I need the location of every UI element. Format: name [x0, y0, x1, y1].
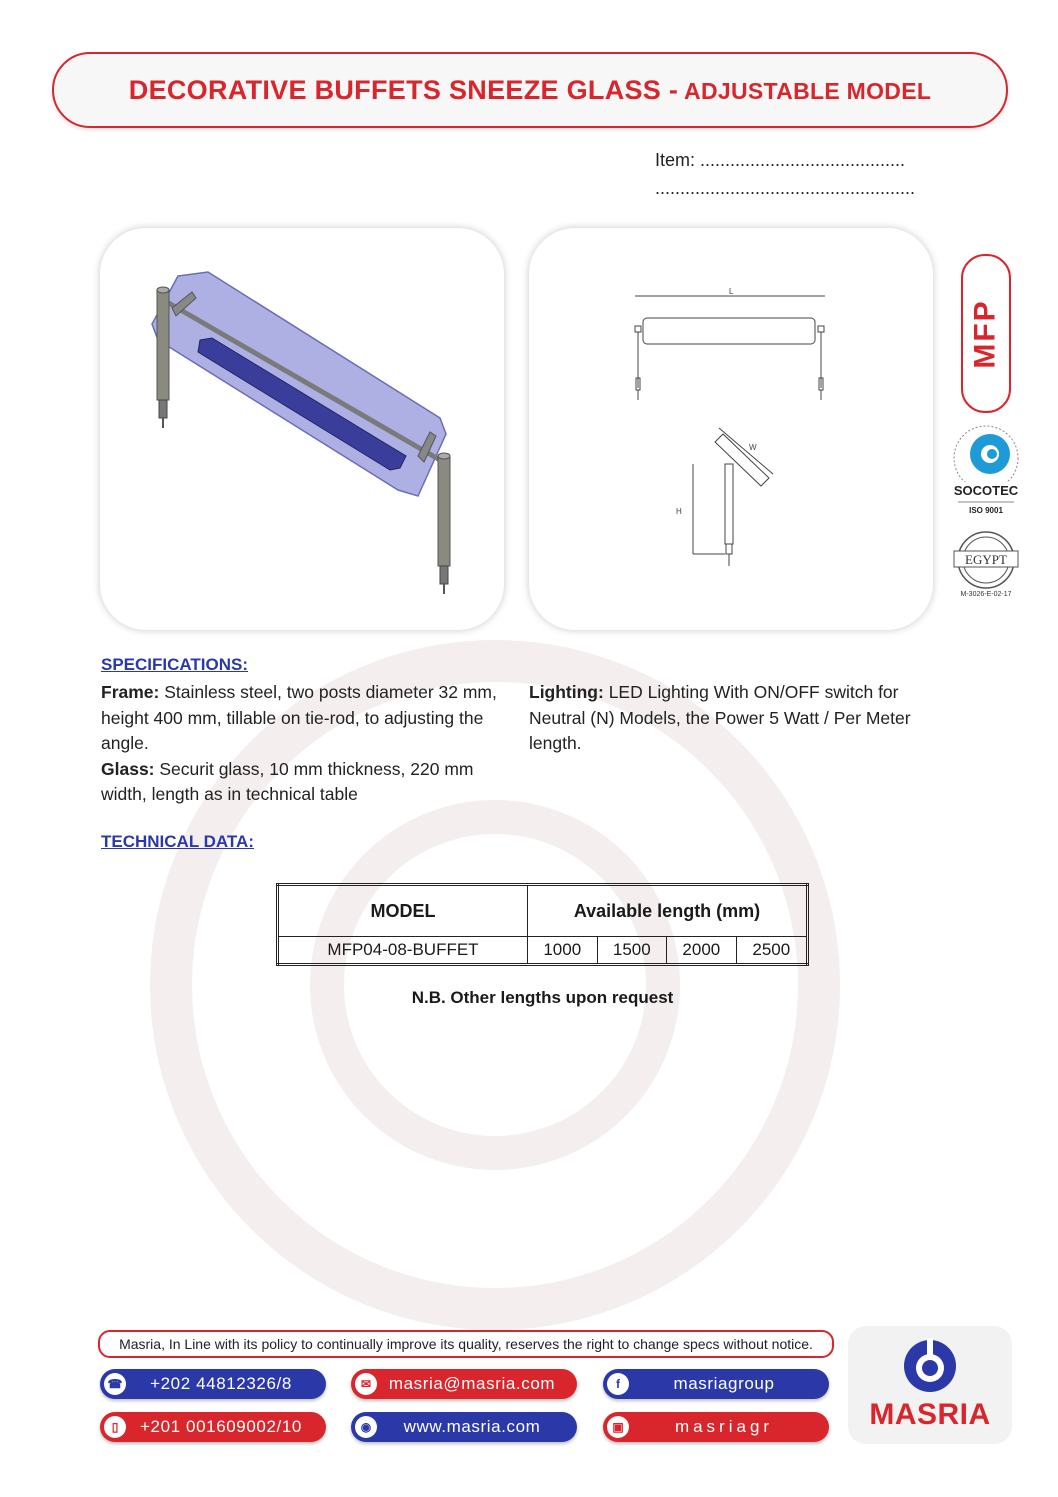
facebook-icon: f: [607, 1373, 629, 1395]
phone1-pill[interactable]: [100, 1369, 326, 1399]
masria-logo-mark: [900, 1336, 960, 1396]
table-row: [278, 937, 808, 965]
drawing-length-label: L: [729, 287, 734, 296]
right-post-cap: [438, 453, 450, 459]
masria-brand-text: MASRIA: [869, 1398, 991, 1431]
title-sub: ADJUSTABLE MODEL: [678, 77, 932, 104]
phone2-pill[interactable]: [100, 1412, 326, 1442]
glass-spec: [101, 757, 511, 808]
egypt-text: EGYPT: [965, 552, 1007, 567]
socotec-certification: [948, 420, 1024, 520]
top-view-glass: [643, 318, 815, 344]
item-field: Item: .........................................: [655, 150, 906, 170]
egypt-seal: [948, 530, 1024, 600]
side-view-post: [725, 464, 733, 544]
lighting-spec: [529, 680, 939, 757]
email-text: masria@masria.com: [388, 1374, 556, 1393]
technical-drawing: [529, 228, 933, 630]
cell-length: 2000: [667, 937, 737, 965]
specifications-heading: SPECIFICATIONS:: [101, 655, 249, 674]
email-pill[interactable]: [351, 1369, 577, 1399]
side-view-glass: [715, 434, 769, 486]
globe-icon: ◉: [355, 1416, 377, 1438]
spec-right-column: [529, 680, 939, 757]
watermark-ring-inner: [310, 800, 680, 1170]
cell-length: 2500: [736, 937, 807, 965]
tie-rod: [160, 298, 440, 460]
technical-data-heading: TECHNICAL DATA:: [101, 832, 254, 851]
facebook-text: masriagroup: [673, 1374, 775, 1393]
phone-icon: ☎: [104, 1373, 126, 1395]
header-length: Available length (mm): [528, 885, 808, 937]
phone2-text: +201 001609002/10: [140, 1417, 302, 1436]
title-main: DECORATIVE BUFFETS SNEEZE GLASS -: [128, 74, 679, 105]
cell-length: 1500: [597, 937, 667, 965]
cell-length: 1000: [528, 937, 598, 965]
lengths-note: N.B. Other lengths upon request: [411, 988, 674, 1007]
iso-text: ISO 9001: [969, 506, 1003, 515]
table-header-row: [278, 885, 808, 937]
socotec-text: SOCOTEC: [953, 483, 1019, 498]
mfp-badge: [961, 254, 1011, 413]
glass-label: Glass:: [101, 758, 155, 779]
email-icon: ✉: [355, 1373, 377, 1395]
mobile-icon: ▯: [104, 1416, 126, 1438]
product-image-panel: [100, 228, 504, 630]
frame-text: Stainless steel, two posts diameter 32 mm, height 400 mm, tillable on tie-rod, to adjusting the angle.: [101, 682, 497, 753]
right-post-foot: [440, 566, 448, 584]
left-post-foot: [159, 400, 167, 418]
instagram-pill[interactable]: [603, 1412, 829, 1442]
mfp-badge-text: MFP: [969, 298, 1003, 369]
policy-notice: Masria, In Line with its policy to continually improve its quality, reserves the right to change specs without notice.: [98, 1330, 834, 1358]
page-title: [129, 75, 931, 106]
glass-text: Securit glass, 10 mm thickness, 220 mm width, length as in technical table: [101, 758, 474, 804]
item-field-line2: ....................................................: [655, 178, 916, 198]
facebook-pill[interactable]: [603, 1369, 829, 1399]
product-3d-render: [100, 228, 504, 630]
right-post: [438, 456, 450, 566]
instagram-icon: ▣: [607, 1416, 629, 1438]
technical-table: [276, 883, 809, 966]
web-text: www.masria.com: [403, 1417, 541, 1436]
drawing-height-label: H: [676, 507, 682, 516]
egypt-code: M-3026-E-02-17: [960, 591, 1012, 598]
masria-logo: [848, 1326, 1012, 1444]
lighting-text: LED Lighting With ON/OFF switch for Neutral (N) Models, the Power 5 Watt / Per Meter length.: [529, 682, 911, 753]
web-pill[interactable]: [351, 1412, 577, 1442]
header-model: MODEL: [278, 885, 528, 937]
egypt-certification: [948, 530, 1024, 600]
lighting-label: Lighting:: [529, 682, 604, 702]
frame-spec: [101, 680, 511, 757]
frame-label: Frame:: [101, 682, 160, 702]
left-post-cap: [157, 287, 169, 293]
drawing-width-label: W: [749, 443, 757, 452]
cell-model: MFP04-08-BUFFET: [278, 937, 528, 965]
technical-drawing-panel: [529, 228, 933, 630]
instagram-text: masriagr: [674, 1417, 774, 1436]
socotec-logo: [948, 420, 1024, 520]
left-post: [157, 290, 169, 400]
title-banner: [52, 52, 1008, 128]
phone1-text: +202 44812326/8: [150, 1374, 292, 1393]
spec-left-column: [101, 680, 511, 808]
